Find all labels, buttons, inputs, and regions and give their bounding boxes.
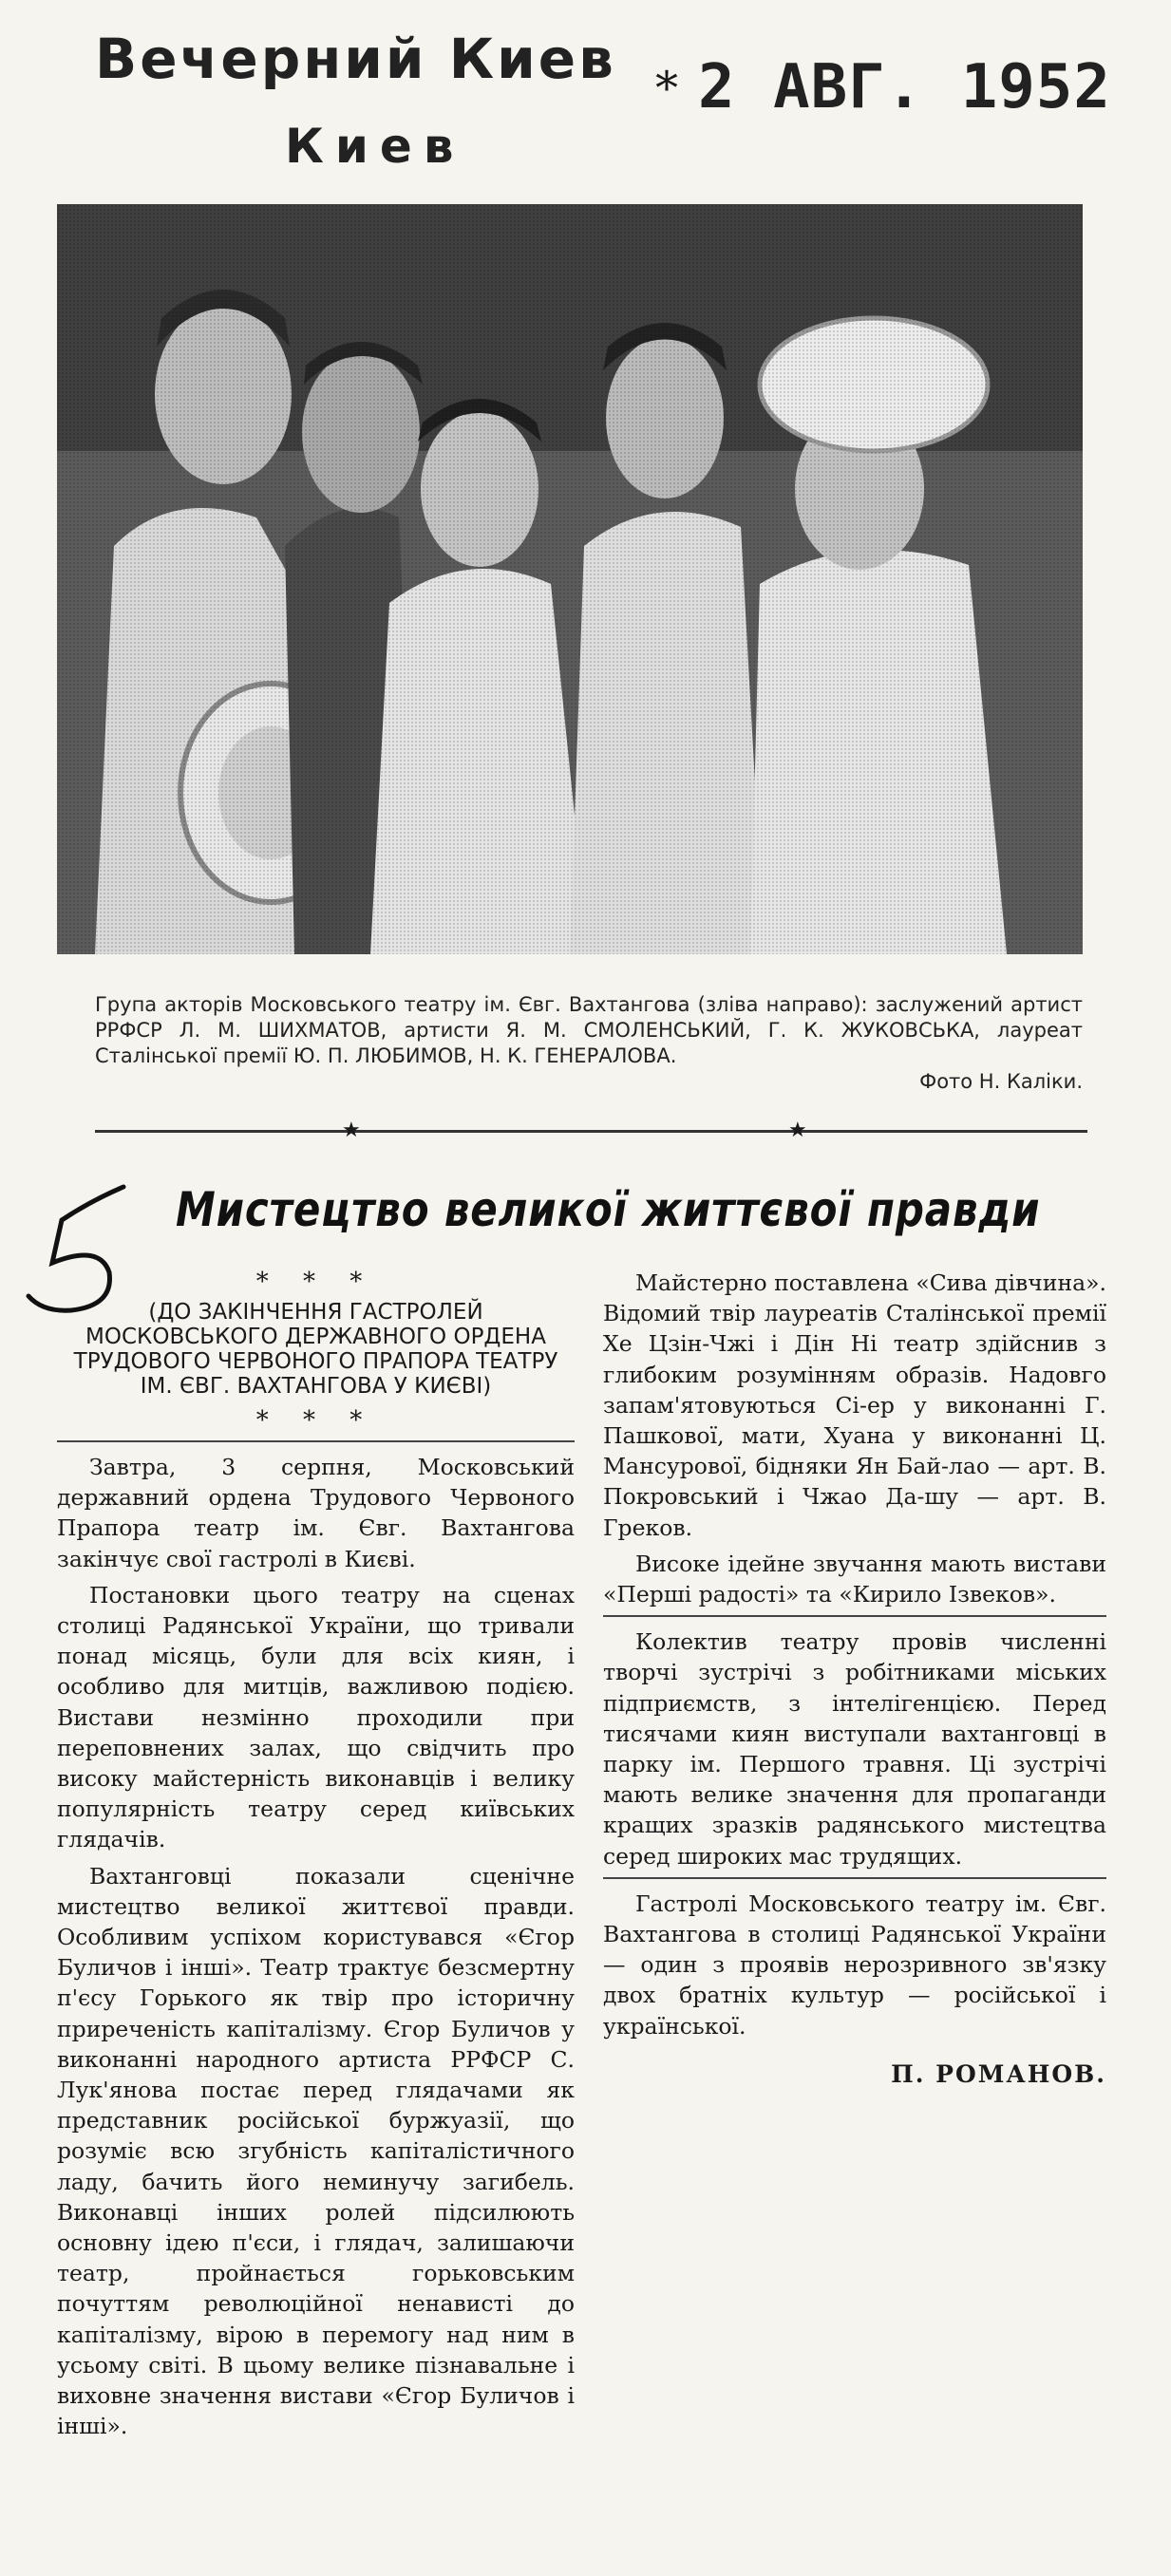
section-stars-top: * * * — [255, 1268, 376, 1296]
caption-divider — [95, 1130, 1087, 1133]
column-rule — [57, 1440, 575, 1442]
article-paragraph: Завтра, 3 серпня, Московський державний ордена Трудового Червоного Прапора театр ім. Євг. Вахтангова закінчує свої гастролі в Києві. — [57, 1454, 575, 1572]
article-paragraph: Колектив театру провів численні творчі зустрічі з робітниками міських підприємств, з інтелігенцією. Перед тисячами киян виступали вахтанговці в парку ім. Першого травня. Ці зустрічі мають велике значення для пропаганди кращих зразків радянського мистецтва серед широких мас трудящих. — [603, 1628, 1106, 1870]
article-subheading: (ДО ЗАКІНЧЕННЯ ГАСТРОЛЕЙ МОСКОВСЬКОГО ДЕРЖАВНОГО ОРДЕНА ТРУДОВОГО ЧЕРВОНОГО ПРАПОРА ТЕАТРУ ІМ. ЄВГ. ВАХТАНГОВА У КИЄВІ) — [73, 1300, 558, 1399]
stamp-date: 2 АВГ. 1952 — [698, 52, 1111, 122]
column-rule — [603, 1877, 1106, 1879]
article-paragraph: Майстерно поставлена «Сива дівчина». Відомий твір лауреатів Сталінської премії Хе Цзін-Чжі і Дін Ні театр здійснив з глибоким розумінням образів. Надовго запам'ятовуються Сі-ер у виконанні Г. Пашкової, мати, Хуана у виконанні Ц. Мансурової, бідняки Ян Бай-лао — арт. В. Покровський і Чжао Да-шу — арт. В. Греков. — [603, 1269, 1106, 1541]
article-paragraph: Постановки цього театру на сценах столиці Радянської України, що тривали понад місяць, були для всіх киян, і особливо для митців, важливою подією. Вистави незмінно проходили при переповнених залах, що свідчить про високу майстерність виконавців і велику популярність театру серед київських глядачів. — [57, 1581, 575, 1853]
column-rule — [603, 1615, 1106, 1617]
article-column-left — [57, 1268, 575, 2448]
section-stars-bottom: * * * — [255, 1406, 376, 1435]
photo-caption — [95, 992, 1083, 1095]
photo-illustration — [57, 204, 1083, 954]
article-headline: Мистецтво великої життєвої правди — [176, 1182, 1041, 1237]
article-paragraph: Високе ідейне звучання мають вистави «Перші радості» та «Кирило Ізвеков». — [603, 1550, 1106, 1608]
divider-star-icon: ★ — [342, 1119, 361, 1142]
stamp-city: Киев — [285, 119, 465, 174]
actors-group-photo — [57, 204, 1083, 954]
photo-caption-text: Група акторів Московського театру ім. Євг. Вахтангова (зліва направо): заслужений артист РРФСР Л. М. ШИХМАТОВ, артисти Я. М. СМОЛЕНСЬКИЙ, Г. К. ЖУКОВСЬКА, лауреат Сталінської премії Ю. П. ЛЮБИМОВ, Н. К. ГЕНЕРАЛОВА. — [95, 993, 1083, 1067]
stamp-star-icon: * — [655, 62, 678, 115]
article-column-right — [603, 1268, 1106, 2088]
author-signature: П. РОМАНОВ. — [891, 2059, 1106, 2088]
divider-star-icon: ★ — [788, 1119, 807, 1142]
article-paragraph: Гастролі Московського театру ім. Євг. Вахтангова в столиці Радянської України — один з проявів нерозривного зв'язку двох братніх культур — російської і української. — [603, 1890, 1106, 2040]
article-paragraph: Вахтанговці показали сценічне мистецтво великої життєвої правди. Особливим успіхом користувався «Єгор Буличов і інші». Театр трактує безсмертну п'єсу Горького як твір про історичну приреченість капіталізму. Єгор Буличов у виконанні народного артиста РРФСР С. Лук'янова постає перед глядачами як представник російської буржуазії, що розуміє всю згубність капіталістичного ладу, бачить його неминучу загибель. Виконавці інших ролей підсилюють основну ідею п'єси, і глядач, залишаючи театр, пройнається горьковським почуттям революційної ненависті до капіталізму, вірою в перемогу над ним в усьому світі. В цьому велике пізнавальне і виховне значення вистави «Єгор Буличов і інші». — [57, 1862, 575, 2440]
photo-credit: Фото Н. Каліки. — [919, 1070, 1083, 1093]
stamp-newspaper-name: Вечерний Киев — [95, 27, 616, 91]
